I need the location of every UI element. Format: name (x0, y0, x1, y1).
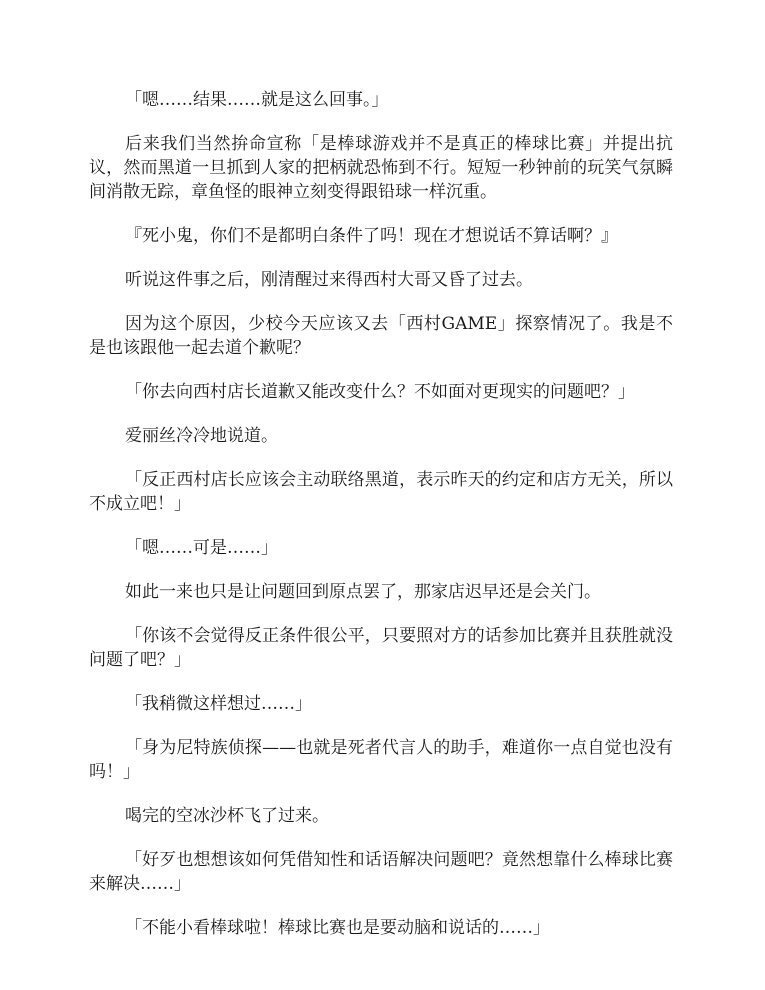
paragraph-1: 「嗯……结果……就是这么回事。」 (125, 90, 389, 110)
paragraph-16: 「不能小看棒球啦！棒球比赛也是要动脑和说话的……」 (125, 918, 550, 938)
paragraph-11: 「你该不会觉得反正条件很公平，只要照对方的话参加比赛并且获胜就没问题了吧？」 (89, 626, 673, 670)
document-page (89, 88, 673, 960)
paragraph-14: 喝完的空冰沙杯飞了过来。 (125, 806, 329, 826)
paragraph-4: 听说这件事之后，刚清醒过来得西村大哥又昏了过去。 (125, 270, 533, 290)
paragraph-8: 「反正西村店长应该会主动联络黑道，表示昨天的约定和店方无关，所以不成立吧！」 (89, 470, 673, 514)
paragraph-15: 「好歹也想想该如何凭借知性和话语解决问题吧？竟然想靠什么棒球比赛来解决……」 (89, 850, 673, 894)
paragraph-12: 「我稍微这样想过……」 (125, 694, 312, 714)
paragraph-13: 「身为尼特族侦探——也就是死者代言人的助手，难道你一点自觉也没有吗！」 (89, 738, 673, 782)
paragraph-5: 因为这个原因，少校今天应该又去「西村GAME」探察情况了。我是不是也该跟他一起去道个歉呢？ (89, 314, 673, 358)
paragraph-7: 爱丽丝冷冷地说道。 (125, 426, 278, 446)
paragraph-2: 后来我们当然拚命宣称「是棒球游戏并不是真正的棒球比赛」并提出抗议，然而黑道一旦抓到人家的把柄就恐怖到不行。短短一秒钟前的玩笑气氛瞬间消散无踪，章鱼怪的眼神立刻变得跟铅球一样沉重。 (89, 134, 673, 202)
paragraph-10: 如此一来也只是让问题回到原点罢了，那家店迟早还是会关门。 (125, 582, 601, 602)
paragraph-9: 「嗯……可是……」 (125, 538, 278, 558)
paragraph-6: 「你去向西村店长道歉又能改变什么？不如面对更现实的问题吧？」 (125, 382, 635, 402)
paragraph-3: 『死小鬼，你们不是都明白条件了吗！现在才想说话不算话啊？』 (125, 226, 618, 246)
